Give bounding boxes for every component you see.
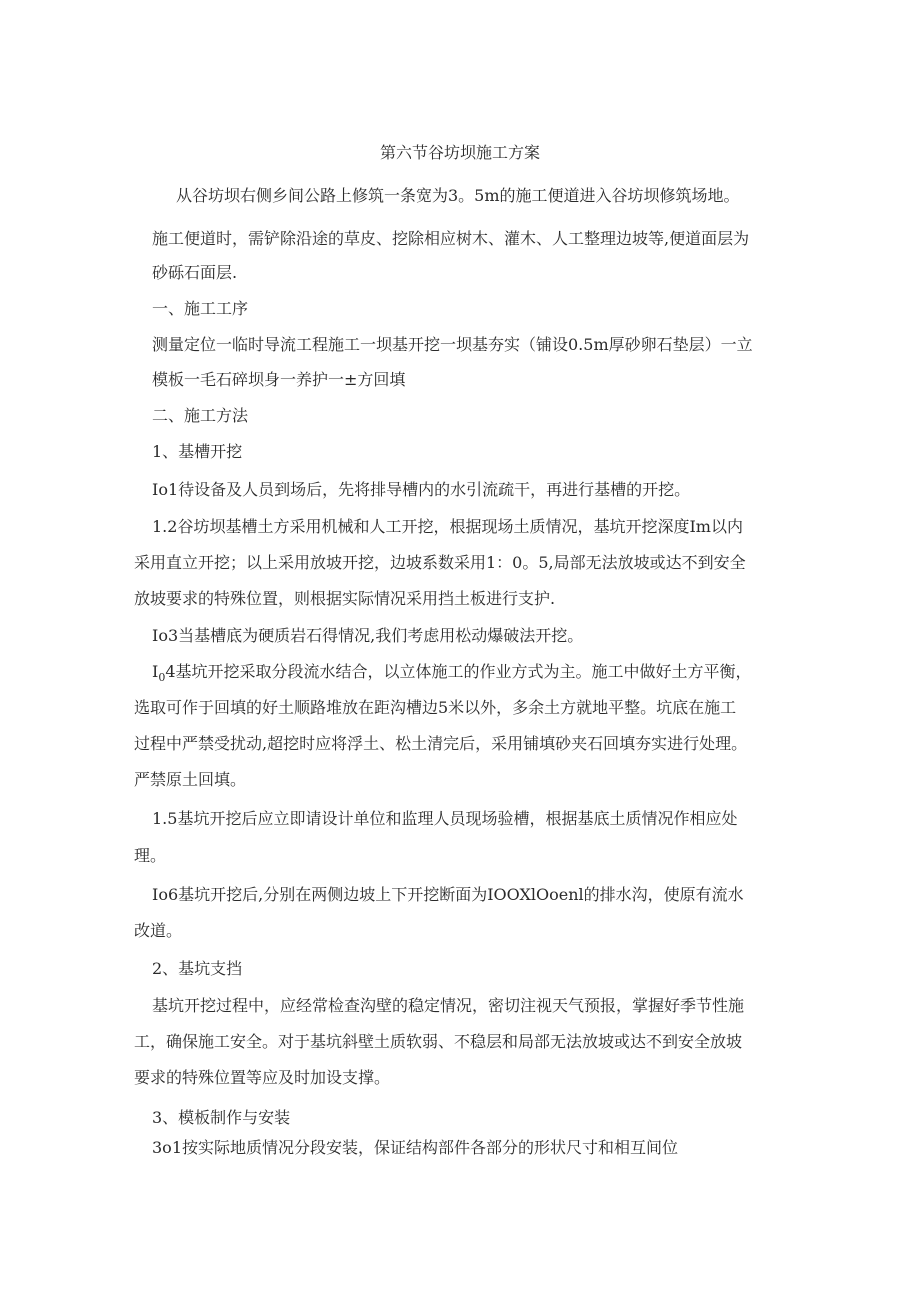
text-line: 1.2谷坊坝基槽土方采用机械和人工开挖，根据现场土质情况，基坑开挖深度Im以内 [152,517,743,536]
text-line: 从谷坊坝右侧乡间公路上修筑一条宽为3。5m的施工便道进入谷坊坝修筑场地。 [176,186,740,205]
section-heading: 一、施工工序 [152,299,249,318]
text-line: 测量定位一临时导流工程施工一坝基开挖一坝基夯实（铺设0.5m厚砂卵石垫层）一立 [152,335,753,354]
text-line: 选取可作于回填的好土顺路堆放在距沟槽边5米以外，多余土方就地平整。坑底在施工 [134,698,737,717]
section-heading: 二、施工方法 [152,406,249,425]
text-line: 1.5基坑开挖后应立即请设计单位和监理人员现场验槽，根据基底土质情况作相应处 [152,809,738,828]
subsection-heading: 2、基坑支挡 [152,959,243,978]
text-line: 3o1按实际地质情况分段安装，保证结构部件各部分的形状尺寸和相互间位 [152,1138,678,1157]
item-subscript: 0 [158,671,166,685]
text-line: 采用直立开挖；以上采用放坡开挖，边坡系数采用1：0。5,局部无法放坡或达不到安全 [134,553,746,572]
text-line: 工，确保施工安全。对于基坑斜壁土质软弱、不稳层和局部无法放坡或达不到安全放坡 [134,1032,743,1051]
text-line: Io6基坑开挖后,分别在两侧边坡上下开挖断面为IOOXlOoenl的排水沟，使原有流水 [152,885,744,904]
text-line: 理。 [134,846,167,865]
subsection-heading: 1、基槽开挖 [152,442,243,461]
text-line: 基坑开挖过程中，应经常检查沟壁的稳定情况，密切注视天气预报，掌握好季节性施 [152,996,745,1015]
text-line: 过程中严禁受扰动,超挖时应将浮土、松土清完后，采用铺填砂夹石回填夯实进行处理。 [134,734,748,753]
text-line: 模板一毛石碎坝身一养护一±方回填 [152,370,406,389]
item-text: 4基坑开挖采取分段流水结合，以立体施工的作业方式为主。施工中做好土方平衡， [165,662,752,681]
text-line: 放坡要求的特殊位置，则根据实际情况采用挡土板进行支护. [134,589,556,608]
text-line: 严禁原土回填。 [134,770,247,789]
text-line: Io3当基槽底为硬质岩石得情况,我们考虑用松动爆破法开挖。 [152,626,584,645]
text-line [152,661,752,683]
text-line: 改道。 [134,921,183,940]
subsection-heading: 3、模板制作与安装 [152,1108,291,1127]
text-line: 施工便道时，需铲除沿途的草皮、挖除相应树木、灌木、人工整理边坡等,便道面层为 [152,229,750,248]
text-line: 要求的特殊位置等应及时加设支撑。 [134,1068,391,1087]
text-line: 砂砾石面层. [152,263,238,282]
item-prefix: I [152,662,159,681]
page-title: 第六节谷坊坝施工方案 [379,143,540,162]
text-line: Io1待设备及人员到场后，先将排导槽内的水引流疏干，再进行基槽的开挖。 [152,480,691,499]
